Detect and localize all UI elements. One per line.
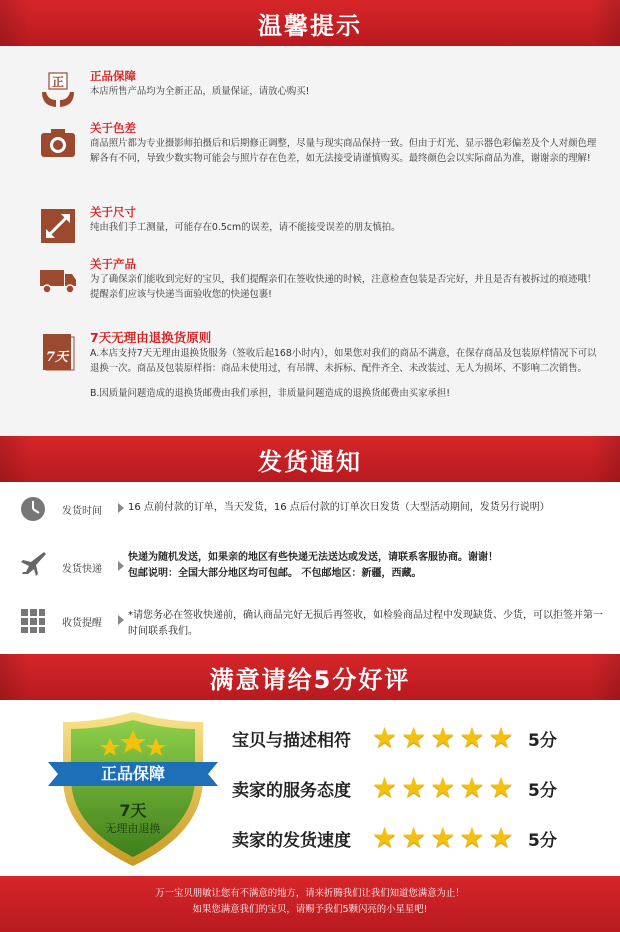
banner-shipping xyxy=(0,436,620,482)
genuine-shield-badge xyxy=(48,708,218,870)
tip-genuine xyxy=(38,68,602,108)
tip-text-b: B.因质量问题造成的退换货邮费由我们承担，非质量问题造成的退换货邮费由买家承担! xyxy=(90,388,451,399)
shipping-text xyxy=(128,550,610,582)
star-icon: ★ xyxy=(430,821,456,854)
rating-score: 5分 xyxy=(528,780,557,801)
badge-days: 7天 xyxy=(119,801,147,820)
tips-section xyxy=(0,46,620,436)
star-icon: ★ xyxy=(401,821,427,854)
tip-title: 关于尺寸 xyxy=(90,205,136,219)
star-icon: ★ xyxy=(401,771,427,804)
shipping-row-time xyxy=(18,494,610,526)
shipping-text-line1: 快递为随机发送，如果亲的地区有些快递无法送达或发送，请联系客服协商。谢谢！ xyxy=(128,552,498,563)
resize-arrow-icon xyxy=(38,206,78,246)
banner-rating xyxy=(0,654,620,700)
tip-return-policy xyxy=(38,330,602,426)
shipping-label: 发货时间 xyxy=(62,506,102,517)
star-icon: ★ xyxy=(372,721,398,754)
star-icon: ★ xyxy=(488,721,514,754)
rating-stars xyxy=(372,821,522,854)
tip-text: 本店所售产品均为全新正品，质量保证，请放心购买! xyxy=(90,86,310,97)
badge-sub: 无理由退换 xyxy=(105,822,161,835)
rating-stars xyxy=(372,771,522,804)
star-icon: ★ xyxy=(488,771,514,804)
tip-text: A.本店支持7天无理由退换货服务（签收后起168小时内），如果您对我们的商品不满意，在保存商品及包装原样情况下可以退换一次。商品及包装原样指：商品未使用过，有吊牌、未拆标、配件齐全、未改装过、无人为损坏、不影响二次销售。 xyxy=(90,348,597,374)
seven-days-icon-char: 7天 xyxy=(45,350,69,365)
footer-line2: 如果您满意我们的宝贝，请赐予我们5颗闪亮的小星星吧! xyxy=(192,904,428,915)
badge-ribbon-text: 正品保障 xyxy=(100,764,165,783)
banner-rating-title: 满意请给5分好评 xyxy=(209,665,411,694)
tip-size xyxy=(38,204,602,244)
shipping-text: 16 点前付款的订单，当天发货，16 点后付款的订单次日发货（大型活动期间，发货另行说明） xyxy=(128,502,550,513)
airplane-icon xyxy=(18,548,48,578)
truck-icon xyxy=(38,258,78,298)
star-icon: ★ xyxy=(488,821,514,854)
rating-stars xyxy=(372,721,522,754)
arrow-right-icon xyxy=(118,615,124,625)
camera-icon xyxy=(38,122,78,162)
shipping-row-express xyxy=(18,548,610,592)
star-icon: ★ xyxy=(401,721,427,754)
rating-row-description xyxy=(232,720,557,756)
hands-genuine-icon xyxy=(38,70,78,110)
tip-color xyxy=(38,120,602,182)
tip-title: 关于色差 xyxy=(90,121,136,135)
arrow-right-icon xyxy=(118,561,124,571)
rating-label: 卖家的服务态度 xyxy=(232,780,351,801)
grid-icon xyxy=(18,606,48,636)
shipping-label: 发货快递 xyxy=(62,564,102,575)
star-icon: ★ xyxy=(459,771,485,804)
tip-text: 为了确保亲们能收到完好的宝贝，我们提醒亲们在签收快递的时候，注意检查包装是否完好，并且是否有被拆过的痕迹哦！提醒亲们应该与快递当面验收您的快递包裹! xyxy=(90,274,597,300)
banner-tips xyxy=(0,0,620,46)
genuine-icon-char: 正 xyxy=(51,75,65,89)
rating-label: 宝贝与描述相符 xyxy=(232,730,351,751)
rating-score: 5分 xyxy=(528,730,557,751)
footer-banner xyxy=(0,876,620,932)
tip-text: 商品照片都为专业摄影师拍摄后和后期修正调整，尽量与现实商品保持一致。但由于灯光、显示器色彩偏差及个人对颜色理解各有不同，导致少数实物可能会与照片存在色差，如无法接受请谨慎购买。最终颜色会以实际商品为准，谢谢亲的理解! xyxy=(90,138,597,164)
shipping-row-receipt xyxy=(18,606,610,650)
shipping-label: 收货提醒 xyxy=(62,618,102,629)
seven-days-icon xyxy=(38,332,78,372)
banner-shipping-title: 发货通知 xyxy=(258,447,362,476)
tip-product xyxy=(38,256,602,308)
clock-icon xyxy=(18,494,48,524)
tip-title: 正品保障 xyxy=(90,69,136,83)
rating-row-delivery xyxy=(232,820,557,856)
star-icon: ★ xyxy=(430,721,456,754)
tip-title: 7天无理由退换货原则 xyxy=(90,330,212,345)
shipping-text: *请您务必在签收快递前，确认商品完好无损后再签收，如检验商品过程中发现缺货、少货，可以拒签并第一时间联系我们。 xyxy=(128,610,603,637)
star-icon: ★ xyxy=(459,821,485,854)
star-icon: ★ xyxy=(430,771,456,804)
star-icon: ★ xyxy=(372,821,398,854)
shipping-section xyxy=(0,482,620,654)
banner-tips-title: 温馨提示 xyxy=(258,11,362,40)
rating-row-service xyxy=(232,770,557,806)
rating-score: 5分 xyxy=(528,830,557,851)
rating-section xyxy=(0,700,620,876)
tip-title: 关于产品 xyxy=(90,257,136,271)
star-icon: ★ xyxy=(459,721,485,754)
footer-line1: 万一宝贝朋敏让您有不满意的地方，请来折腾我们让我们知道您满意为止！ xyxy=(155,888,465,899)
rating-label: 卖家的发货速度 xyxy=(232,830,351,851)
shield-icon xyxy=(48,708,218,870)
shipping-text-line2: 包邮说明：全国大部分地区均可包邮。 不包邮地区：新疆，西藏。 xyxy=(128,568,422,579)
arrow-right-icon xyxy=(118,503,124,513)
tip-text: 纯由我们手工测量，可能存在0.5cm的误差，请不能接受误差的朋友慎拍。 xyxy=(90,222,401,233)
star-icon: ★ xyxy=(372,771,398,804)
